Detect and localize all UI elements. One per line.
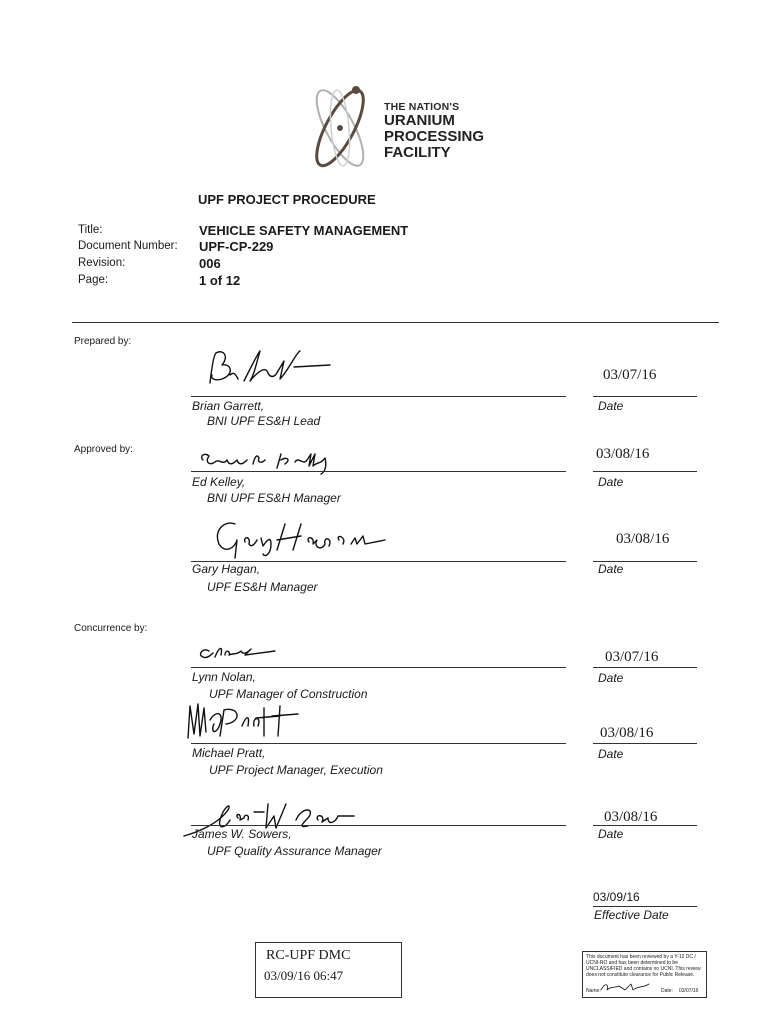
date-line-5 — [593, 743, 697, 744]
prepared-by-label: Prepared by: — [74, 336, 132, 347]
date-label-5: Date — [598, 747, 624, 761]
page-value: 1 of 12 — [199, 273, 241, 288]
effective-date-line — [593, 906, 697, 907]
logo-line-4: FACILITY — [384, 143, 451, 161]
logo-line-2: URANIUM — [384, 112, 455, 130]
review-date-label: Date: — [661, 988, 673, 994]
signer-role-4: UPF Manager of Construction — [209, 687, 368, 701]
signer-role-2: BNI UPF ES&H Manager — [207, 491, 341, 505]
review-signature — [597, 980, 657, 994]
review-stamp — [582, 951, 707, 998]
date-line-2 — [593, 471, 697, 472]
signature-lynn-nolan — [195, 641, 295, 665]
signature-brian-garrett — [200, 345, 350, 395]
review-text: This document has been reviewed by a Y-12 DC / UCNI-RO and has been determined to be UNCLASSIFIED and contains no UCNI. This review does not constitute clearance for Public Release. — [586, 954, 701, 978]
signer-name-4: Lynn Nolan, — [192, 670, 256, 684]
signed-date-6: 03/08/16 — [604, 809, 658, 825]
effective-date-label: Effective Date — [594, 908, 669, 922]
signer-role-1: BNI UPF ES&H Lead — [207, 414, 321, 428]
date-label-6: Date — [598, 827, 624, 841]
docnum-label: Document Number: — [78, 240, 178, 252]
revision-value: 006 — [199, 256, 221, 271]
review-name-label: Name: — [586, 988, 601, 994]
signed-date-1: 03/07/16 — [603, 367, 657, 383]
signature-line-6 — [191, 825, 566, 826]
signer-name-5: Michael Pratt, — [192, 746, 266, 760]
concurrence-by-label: Concurrence by: — [74, 623, 148, 634]
date-label-4: Date — [598, 671, 624, 685]
date-line-6 — [593, 825, 697, 826]
date-label-3: Date — [598, 562, 624, 576]
signed-date-3: 03/08/16 — [616, 531, 670, 547]
signature-gary-hagan — [205, 514, 405, 564]
signed-date-5: 03/08/16 — [600, 725, 654, 741]
procedure-heading: UPF PROJECT PROCEDURE — [198, 192, 376, 207]
signer-name-3: Gary Hagan, — [192, 562, 261, 576]
effective-date-value: 03/09/16 — [593, 890, 640, 904]
atom-logo-icon — [300, 80, 380, 175]
review-date-value: 03/07/16 — [679, 988, 699, 994]
signature-michael-pratt — [180, 696, 310, 746]
signature-line-4 — [191, 667, 566, 668]
signer-name-2: Ed Kelley, — [192, 475, 246, 489]
upf-logo — [300, 80, 490, 175]
approved-by-label: Approved by: — [74, 444, 133, 455]
dmc-stamp — [255, 942, 402, 998]
title-value: VEHICLE SAFETY MANAGEMENT — [199, 223, 409, 238]
date-line-4 — [593, 667, 697, 668]
docnum-value: UPF-CP-229 — [199, 239, 274, 254]
stamp-line-1: RC-UPF DMC — [266, 948, 351, 963]
signer-name-6: James W. Sowers, — [192, 827, 292, 841]
date-label-2: Date — [598, 475, 624, 489]
signature-line-1 — [191, 396, 566, 397]
page-label: Page: — [78, 274, 109, 286]
logo-line-3: PROCESSING — [384, 127, 485, 145]
stamp-line-2: 03/09/16 06:47 — [264, 968, 344, 983]
date-label-1: Date — [598, 399, 624, 413]
signed-date-4: 03/07/16 — [605, 649, 659, 665]
header-divider — [72, 322, 719, 323]
signer-role-3: UPF ES&H Manager — [207, 580, 318, 594]
signature-line-2 — [191, 471, 566, 472]
revision-label: Revision: — [78, 257, 126, 269]
title-label: Title: — [78, 224, 103, 236]
logo-line-1: THE NATION'S — [384, 101, 460, 113]
signer-role-6: UPF Quality Assurance Manager — [207, 844, 382, 858]
date-line-1 — [593, 396, 697, 397]
signer-name-1: Brian Garrett, — [192, 399, 265, 413]
signed-date-2: 03/08/16 — [596, 446, 650, 462]
signature-line-5 — [191, 743, 566, 744]
signer-role-5: UPF Project Manager, Execution — [209, 763, 383, 777]
